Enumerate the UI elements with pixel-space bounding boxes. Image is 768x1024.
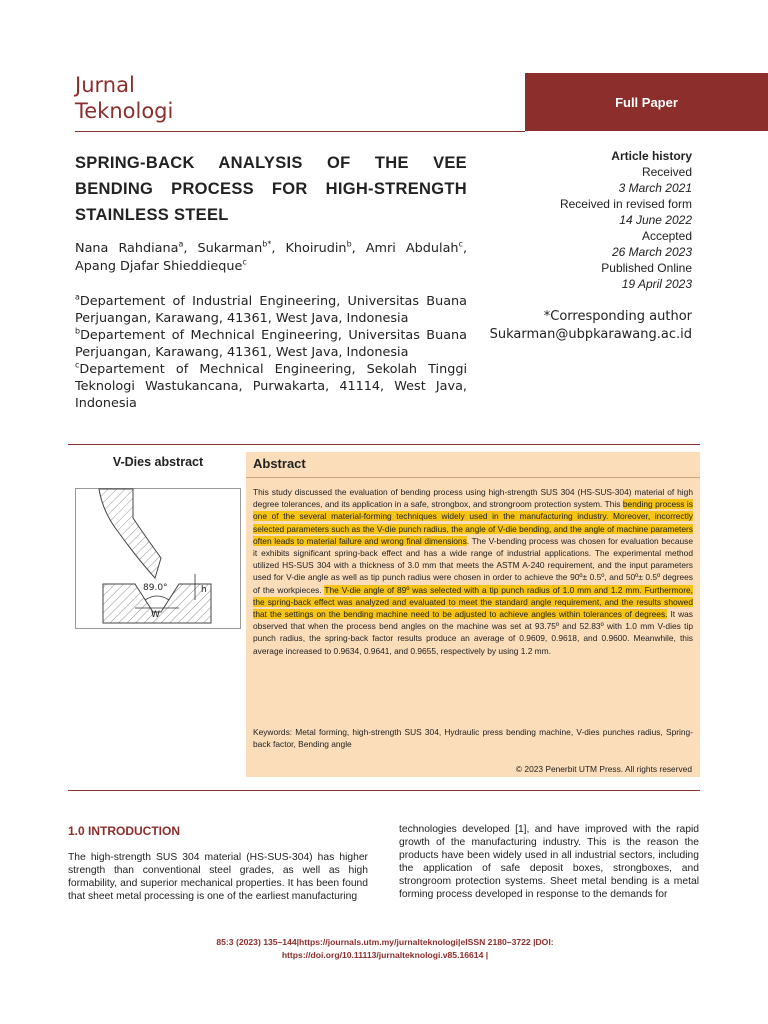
author-sup: a	[178, 239, 184, 249]
affiliation-sup: c	[75, 360, 80, 370]
graphical-abstract-title: V-Dies abstract	[112, 455, 204, 469]
abstract-heading: Abstract	[253, 456, 306, 471]
journal-name-line1: Jurnal	[75, 73, 135, 97]
author-name: Khoirudin	[285, 241, 347, 256]
introduction-heading: 1.0 INTRODUCTION	[68, 824, 181, 838]
affiliation-sup: b	[75, 326, 81, 336]
introduction-right-column: technologies developed [1], and have improved with the rapid growth of the manufacturing industry. This is the reason the products have been widely used in all industrial sectors, including the application of safe deposit boxes, strongboxes, and strongroom protection systems. Sheet metal bending is a metal forming process developed in response to the demands for	[399, 824, 699, 900]
abstract-text-2: . The V-bending process was chosen for evaluation because it exhibits significant spring-back effect and has a wide range of industrial applications. The experimental method utilized HS-SUS 304 with a thickness of 3.0 mm that meets the ASTM A-240 requirement, and the input parameters used for V-die angle as well as tip punch radius were chosen in order to achieve the 90º± 0.5º, and 50º± 0.5º degrees of the workpieces.	[253, 535, 693, 595]
article-title: SPRING-BACK ANALYSIS OF THE VEE BENDING PROCESS FOR HIGH-STRENGTH STAINLESS STEEL	[75, 154, 467, 224]
article-history	[480, 148, 692, 292]
published-label: Published Online	[601, 261, 692, 275]
author-sup: c	[242, 257, 247, 267]
abstract-highlight-2: The V-die angle of 89º was selected with a tip punch radius of 1.0 mm and 1.2 mm. Furthermore, the spring-back effect was analyzed and evaluated to meet the standard angle requirement, and the results showed that the settings on the bending machine need to be adjusted to achieve angles within tolerances of degrees.	[253, 584, 693, 620]
angle-label: 89.0°	[143, 583, 168, 593]
corresponding-author	[470, 308, 692, 344]
section-divider	[68, 444, 700, 445]
v-die-diagram	[75, 488, 241, 629]
affiliation-sup: a	[75, 292, 80, 302]
abstract-text-3: It was observed that when the process bend angles on the machine was set at 93.75º and 52.83º with 1.0 mm V-dies tip punch radius, the spring-back factor results produce an average of 0.9609, 0.9618, and 0.9600. Meanwhile, this average increased to 0.9634, 0.9641, and 0.9655, respectively by using 1.2 mm.	[253, 609, 693, 656]
abstract-text-1: This study discussed the evaluation of bending process using high-strength SUS 304 (HS-SUS-304) material of high degree tolerances, and its application in a safe, strongbox, and strongroom protection system. This	[253, 487, 693, 510]
paper-type-banner	[525, 73, 768, 131]
affiliation-text: Departement of Industrial Engineering, Universitas Buana Perjuangan, Karawang, 41361, West Java, Indonesia	[75, 294, 467, 326]
abstract-panel	[246, 452, 700, 777]
paper-type-label: Full Paper	[615, 94, 678, 110]
journal-name-line2: Teknologi	[75, 99, 174, 123]
footer-line1[interactable]: 85:3 (2023) 135–144|https://journals.utm.my/jurnalteknologi|eISSN 2180–3722 |DOI:	[216, 937, 554, 947]
abstract-divider	[246, 477, 700, 478]
history-title: Article history	[611, 149, 692, 163]
author-sup: b	[346, 239, 352, 249]
author-list: Nana Rahdiana$^a$, Sukarman$^{b*}$, Khoirudin$^b$, Amri Abdulah$^c$, Apang Djafar Shieddieque$^c$	[75, 239, 468, 274]
revised-label: Received in revised form	[559, 197, 692, 211]
accepted-date: 26 March 2023	[611, 245, 692, 259]
author-name: Sukarman	[197, 241, 263, 256]
accepted-label: Accepted	[641, 229, 692, 243]
affiliation-text: Departement of Mechnical Engineering, Sekolah Tinggi Teknologi Wastukancana, Purwakarta, 41114, West Java, Indonesia	[75, 362, 467, 411]
journal-name	[75, 72, 173, 124]
corresponding-email[interactable]: Sukarman@ubpkarawang.ac.id	[489, 327, 692, 342]
copyright-notice: © 2023 Penerbit UTM Press. All rights reserved	[515, 764, 692, 774]
abstract-highlight-1: bending process is one of the several material-forming techniques widely used in the manufacturing industry. Moreover, incorrectly selected parameters such as the V-die punch radius, the angle of V-die bending, and the angle of machine parameters often leads to material failure and wrong final dimensions	[253, 499, 693, 546]
received-label: Received	[641, 165, 692, 179]
author-sup: c	[458, 239, 463, 249]
width-label: W	[151, 610, 160, 620]
header-divider	[75, 131, 525, 132]
abstract-body	[253, 486, 693, 657]
corresponding-label: *Corresponding author	[543, 309, 692, 324]
section-divider-bottom	[68, 790, 700, 791]
author-name: Amri Abdulah	[365, 241, 459, 256]
author-sup: b*	[262, 239, 272, 249]
revised-date: 14 June 2022	[619, 213, 692, 227]
received-date: 3 March 2021	[618, 181, 692, 195]
author-name: Apang Djafar Shieddieque	[75, 259, 243, 274]
affiliation-item	[75, 361, 467, 412]
affiliation-text: Departement of Mechnical Engineering, Universitas Buana Perjuangan, Karawang, 41361, West Java, Indonesia	[75, 328, 467, 360]
keywords: Keywords: Metal forming, high-strength SUS 304, Hydraulic press bending machine, V-dies punches radius, Spring-back factor, Bending angle	[253, 727, 693, 750]
page-footer	[160, 936, 610, 962]
published-date: 19 April 2023	[621, 277, 692, 291]
affiliation-item	[75, 293, 467, 327]
affiliations	[75, 293, 467, 412]
footer-line2[interactable]: https://doi.org/10.11113/jurnalteknologi.v85.16614 |	[281, 950, 489, 960]
height-label: h	[201, 585, 207, 595]
introduction-left-column: The high-strength SUS 304 material (HS-SUS-304) has higher strength than conventional steel grades, as well as high formability, and superior mechanical properties. It has been found that sheet metal processing is one of the earliest manufacturing	[68, 852, 368, 902]
affiliation-item	[75, 327, 467, 361]
author-name: Nana Rahdiana	[75, 241, 179, 256]
